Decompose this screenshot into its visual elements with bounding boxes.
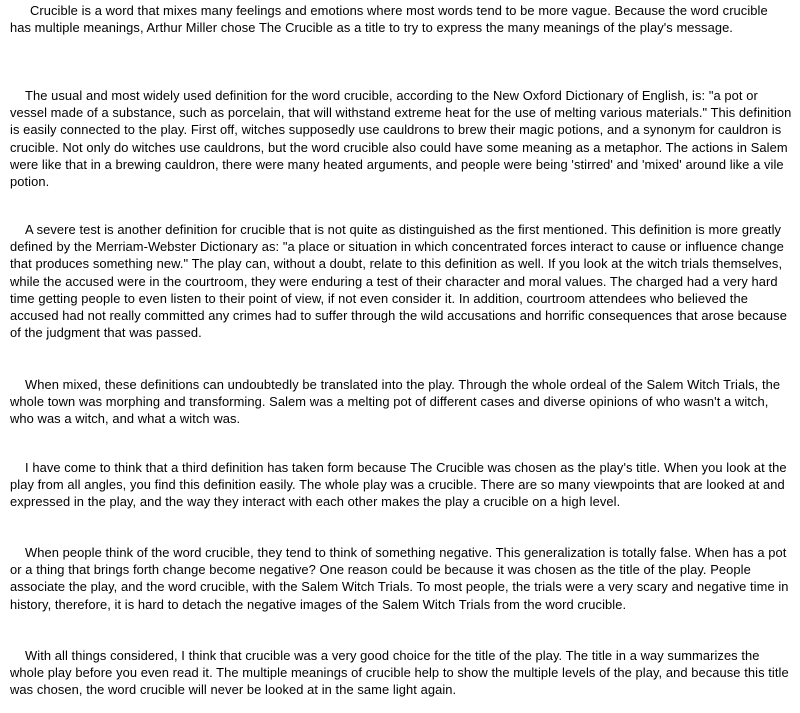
paragraph-negative-association: When people think of the word crucible, they tend to think of something negative. This generalization is totally false. When has a pot or a thing that brings forth change become negative? One reason could be because it was chosen as the title of the play. People associate the play, and the word crucible, with the Salem Witch Trials. To most people, the trials were a very scary and negative time in history, therefore, it is hard to detach the negative images of the Salem Witch Trials from the word crucible. bbox=[10, 545, 789, 612]
paragraph-definition-vessel: The usual and most widely used definition for the word crucible, according to the New Oxford Dictionary of English, is: "a pot or vessel made of a substance, such as porcelain, that will withstand extreme heat for the use of melting various materials." This definition is easily connected to the play. First off, witches supposedly use cauldrons to brew their magic potions, and a synonym for cauldron is crucible. Not only do witches use cauldrons, but the word crucible also could have some meaning as a metaphor. The actions in Salem were like that in a brewing cauldron, there were many heated arguments, and people were being 'stirred' and 'mixed' around like a vile potion. bbox=[10, 88, 792, 190]
paragraph-definitions-mixed: When mixed, these definitions can undoubtedly be translated into the play. Through the whole ordeal of the Salem Witch Trials, the whole town was morphing and transforming. Salem was a melting pot of different cases and diverse opinions of who wasn't a witch, who was a witch, and what a witch was. bbox=[10, 377, 781, 427]
paragraph-intro: Crucible is a word that mixes many feelings and emotions where most words tend to be more vague. Because the word crucible has multiple meanings, Arthur Miller chose The Crucible as a title to try to express the many meanings of the play's message. bbox=[10, 3, 768, 36]
paragraph-third-definition: I have come to think that a third definition has taken form because The Crucible was chosen as the play's title. When you look at the play from all angles, you find this definition easily. The whole play was a crucible. There are so many viewpoints that are looked at and expressed in the play, and the way they interact with each other makes the play a crucible on a high level. bbox=[10, 460, 787, 510]
paragraph-definition-severe-test: A severe test is another definition for crucible that is not quite as distinguished as the first mentioned. This definition is more greatly defined by the Merriam-Webster Dictionary as: "a place or situation in which concentrated forces interact to cause or influence change that produces something new." The play can, without a doubt, relate to this definition as well. If you look at the witch trials themselves, while the accused were in the courtroom, they were enduring a test of their character and moral values. The charged had a very hard time getting people to even listen to their point of view, if not even consider it. In addition, courtroom attendees who believed the accused had not really committed any crimes had to suffer through the wild accusations and horrific consequences that arose because of the judgment that was passed. bbox=[10, 222, 787, 341]
paragraph-conclusion: With all things considered, I think that crucible was a very good choice for the title of the play. The title in a way summarizes the whole play before you even read it. The multiple meanings of crucible help to show the multiple levels of the play, and because this title was chosen, the word crucible will never be looked at in the same light again. bbox=[10, 648, 789, 698]
